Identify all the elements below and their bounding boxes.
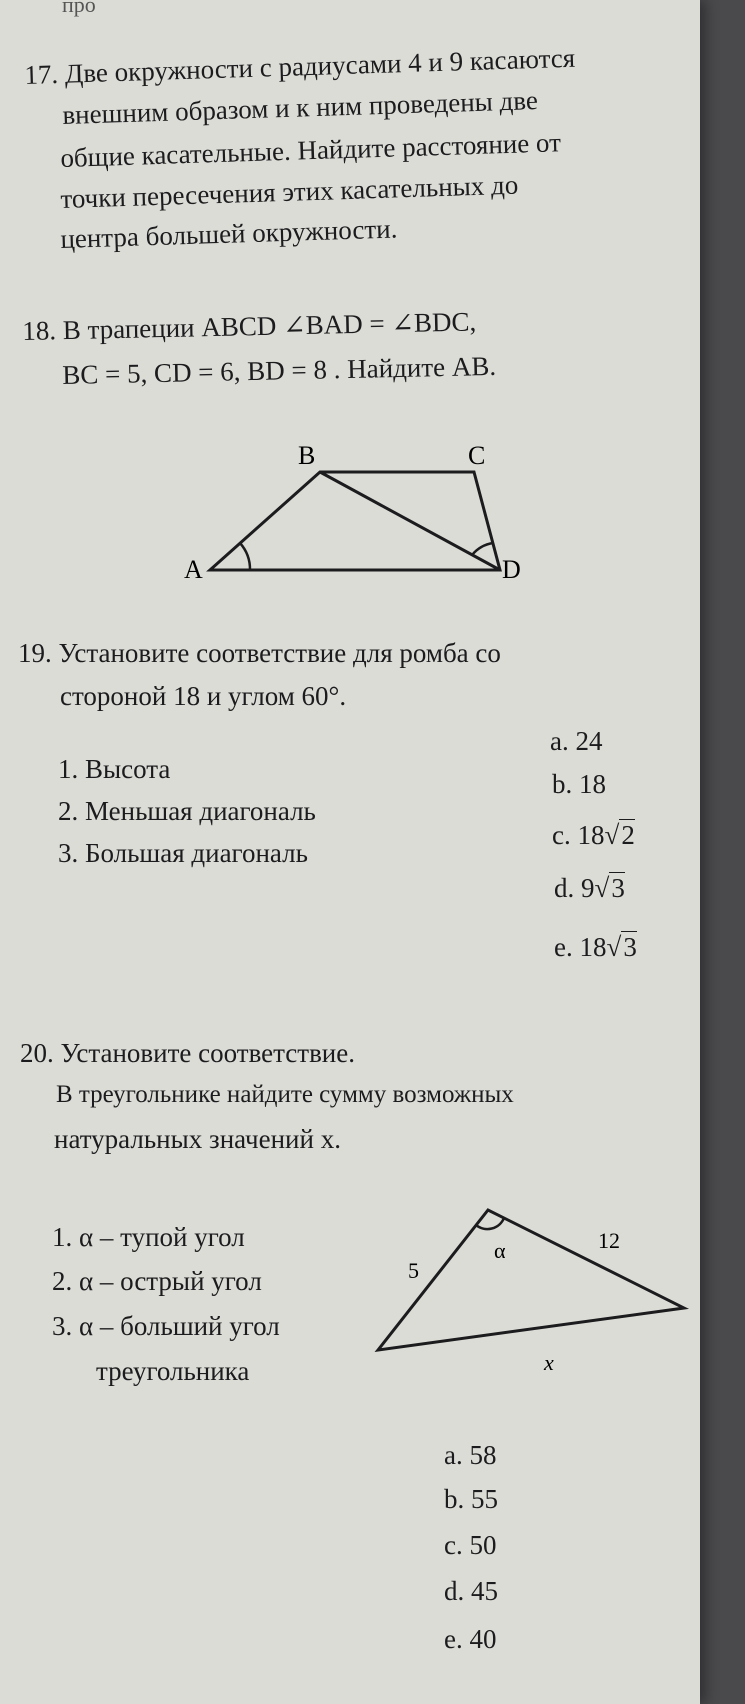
- p19-option-e: e. 18√3: [554, 932, 637, 962]
- p20-option-b: b. 55: [444, 1484, 498, 1514]
- p20-item-3-cont: треугольника: [96, 1356, 250, 1386]
- p18-line-1: 18. В трапеции ABCD ∠BAD = ∠BDC,: [21, 306, 477, 346]
- p20-item-1: 1. α – тупой угол: [52, 1222, 245, 1252]
- p20-option-e: e. 40: [444, 1624, 497, 1654]
- p19-item-3: 3. Большая диагональ: [58, 838, 308, 868]
- p20-line-1: 20. Установите соответствие.: [20, 1038, 355, 1068]
- p17-line-1: 17. Две окружности с радиусами 4 и 9 касаются: [23, 42, 576, 90]
- trapezoid-figure: [180, 440, 540, 590]
- sqrt-symbol: √2: [604, 820, 635, 850]
- angle-arc-bad: [240, 543, 250, 570]
- p20-item-2: 2. α – острый угол: [52, 1266, 262, 1296]
- vertex-label-b: B: [298, 441, 316, 470]
- p20-option-d: d. 45: [444, 1576, 498, 1606]
- p19-option-b: b. 18: [552, 769, 606, 799]
- sqrt-symbol: √3: [594, 873, 625, 903]
- trapezoid-outline: [210, 472, 500, 570]
- p19-item-2: 2. Меньшая диагональ: [58, 796, 316, 826]
- p20-line-2: В треугольнике найдите сумму возможных: [56, 1081, 514, 1108]
- sqrt-symbol: √3: [606, 932, 637, 962]
- p20-option-a: a. 58: [444, 1440, 497, 1470]
- p20-item-3: 3. α – больший угол: [52, 1311, 280, 1341]
- p19-option-d: d. 9√3: [554, 873, 625, 903]
- triangle-figure: [370, 1200, 690, 1380]
- top-text-fragment: про: [62, 0, 96, 17]
- p19-item-1: 1. Высота: [58, 754, 171, 784]
- p17-line-5: центра большей окружности.: [59, 213, 398, 254]
- angle-arc-bdc: [472, 543, 493, 555]
- triangle-outline: [378, 1210, 684, 1350]
- p20-line-3: натуральных значений x.: [54, 1124, 341, 1154]
- label-side-12: 12: [598, 1228, 620, 1253]
- p17-line-3: общие касательные. Найдите расстояние от: [59, 127, 562, 173]
- vertex-label-d: D: [502, 555, 521, 584]
- p17-line-4: точки пересечения этих касательных до: [59, 169, 519, 214]
- p19-option-a: a. 24: [550, 726, 603, 756]
- label-side-5: 5: [408, 1258, 419, 1283]
- vertex-label-a: A: [184, 555, 203, 584]
- p20-option-c: c. 50: [444, 1530, 497, 1560]
- p18-line-2: BC = 5, CD = 6, BD = 8 . Найдите AB.: [61, 350, 497, 390]
- label-alpha: α: [494, 1238, 506, 1263]
- vertex-label-c: C: [468, 441, 486, 470]
- p19-option-c: c. 18√2: [552, 820, 635, 850]
- p19-line-1: 19. Установите соответствие для ромба со: [18, 638, 501, 668]
- label-side-x: x: [544, 1350, 554, 1375]
- p17-line-2: внешним образом и к ним проведены две: [61, 85, 539, 130]
- p19-line-2: стороной 18 и углом 60°.: [60, 681, 347, 711]
